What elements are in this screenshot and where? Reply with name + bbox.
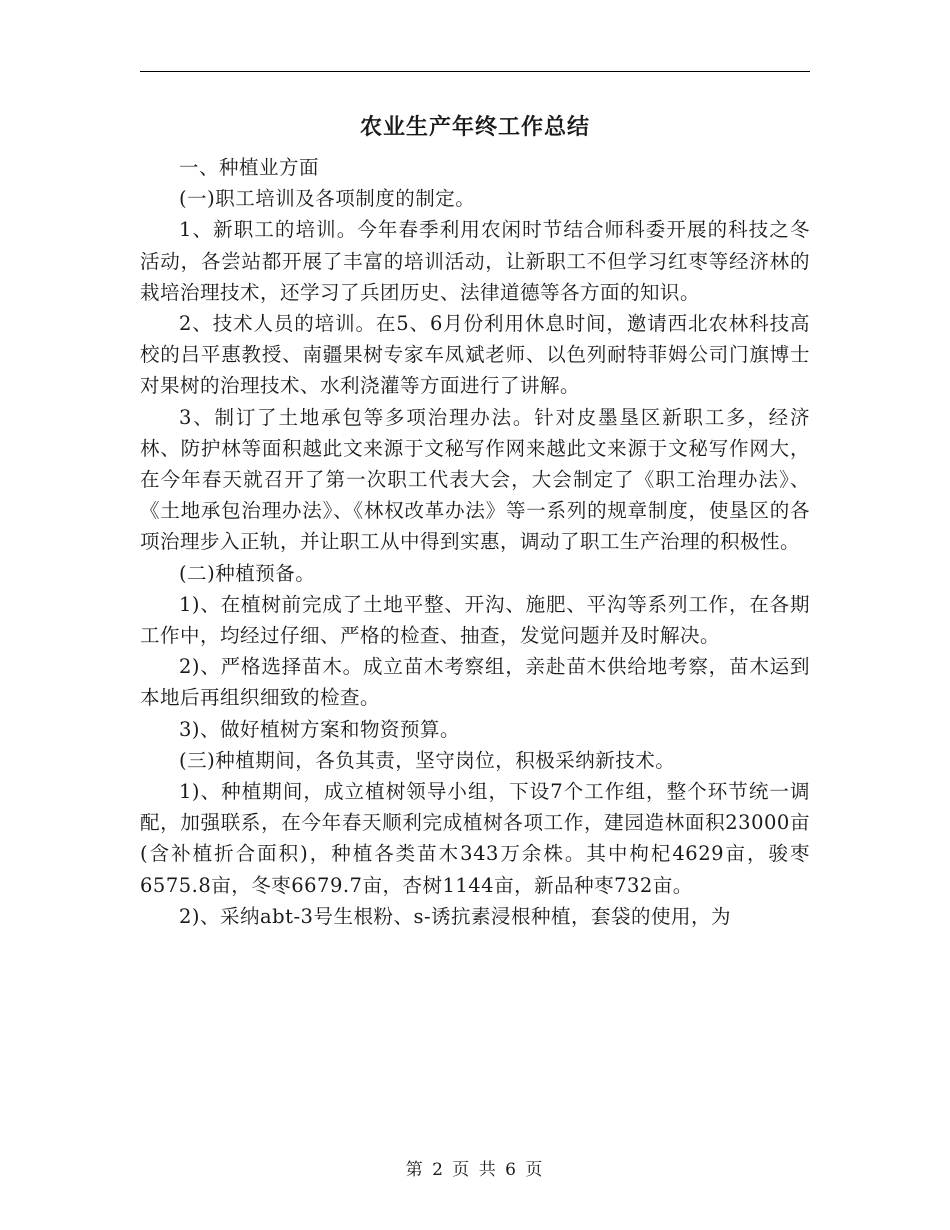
paragraph-planting-results: 1)、种植期间，成立植树领导小组，下设7个工作组，整个环节统一调配，加强联系，在今年春天顺利完成植树各项工作，建园造林面积23000亩(含补植折合面积)，种植各类苗木343万余株。其中枸杞4629亩，骏枣6575.8亩，冬枣6679.7亩，杏树1144亩，新品种枣732亩。 <box>140 780 810 897</box>
document-title: 农业生产年终工作总结 <box>359 114 590 140</box>
page-number: 第 2 页 共 6 页 <box>405 1160 545 1180</box>
section-heading-planting: 一、种植业方面 <box>179 156 320 179</box>
paragraph-new-staff-training: 1、新职工的培训。今年春季利用农闲时节结合师科委开展的科技之冬活动，各尝站都开展了丰富的培训活动，让新职工不但学习红枣等经济林的栽培治理技术，还学习了兵团历史、法律道德等各方面的知识。 <box>140 218 810 304</box>
paragraph-planting-plan: 3)、做好植树方案和物资预算。 <box>179 717 461 741</box>
paragraph-technical-training: 2、技术人员的培训。在5、6月份利用休息时间，邀请西北农林科技高校的吕平惠教授、南疆果树专家车凤斌老师、以色列耐特菲姆公司门旗博士对果树的治理技术、水利浇灌等方面进行了讲解。 <box>140 312 810 398</box>
document-body <box>140 152 810 932</box>
paragraph-land-preparation: 1)、在植树前完成了土地平整、开沟、施肥、平沟等系列工作，在各期工作中，均经过仔细、严格的检查、抽查，发觉问题并及时解决。 <box>140 592 810 648</box>
subsection-heading-training: (一)职工培训及各项制度的制定。 <box>179 187 476 211</box>
paragraph-management-rules: 3、制订了土地承包等多项治理办法。针对皮墨垦区新职工多，经济林、防护林等面积越此文来源于文秘写作网来越此文来源于文秘写作网大，在今年春天就召开了第一次职工代表大会，大会制定了《职工治理办法》、《土地承包治理办法》、《林权改革办法》等一系列的规章制度，使垦区的各项治理步入正轨，并让职工从中得到实惠，调动了职工生产治理的积极性。 <box>140 405 810 554</box>
header-rule <box>140 71 810 72</box>
subsection-heading-planting-period: (三)种植期间，各负其责，坚守岗位，积极采纳新技术。 <box>179 748 676 772</box>
paragraph-seedling-selection: 2)、严格选择苗木。成立苗木考察组，亲赴苗木供给地考察，苗木运到本地后再组织细致的检查。 <box>140 655 810 710</box>
paragraph-new-techniques: 2)、采纳abt-3号生根粉、s-诱抗素浸根种植，套袋的使用，为 <box>179 904 732 928</box>
subsection-heading-preparation: (二)种植预备。 <box>179 561 316 585</box>
